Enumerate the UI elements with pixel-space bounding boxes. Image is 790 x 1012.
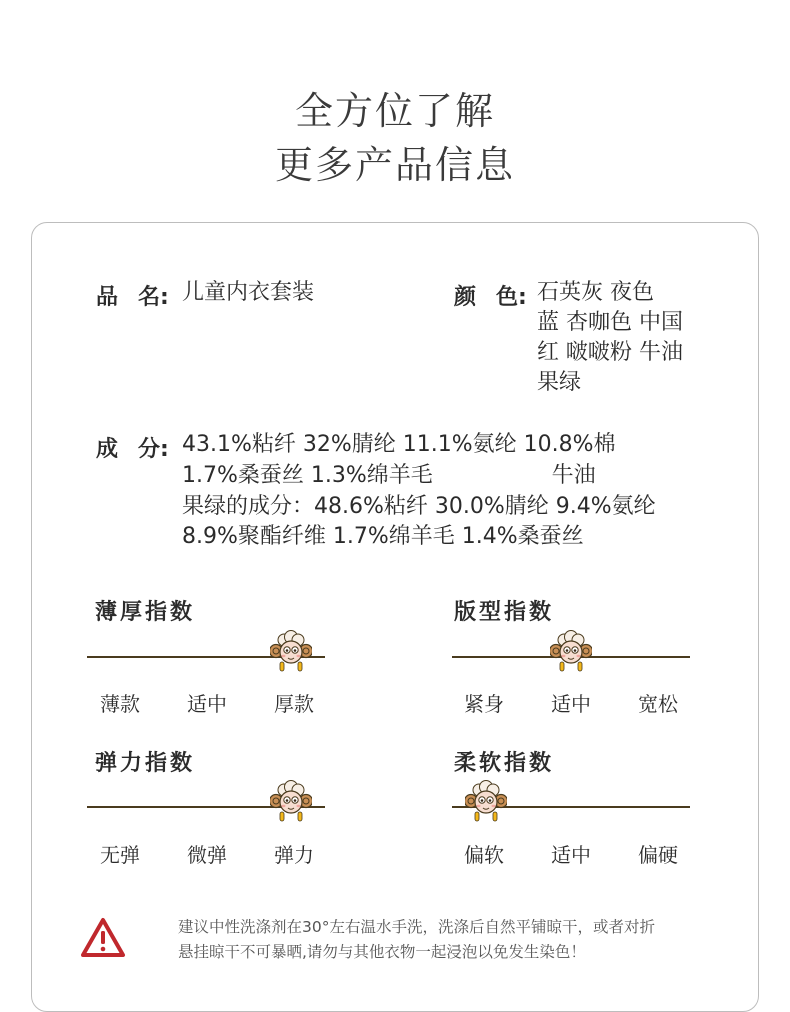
color-value-line-1: 石英灰 夜色: [537, 280, 654, 305]
softness-label-high: 偏硬: [638, 843, 678, 867]
elasticity-label-mid: 微弹: [187, 843, 227, 867]
care-note-line-1: 建议中性洗涤剂在30°左右温水手洗，洗涤后自然平铺晾干，或者对折: [178, 918, 655, 936]
warning-icon: [80, 917, 126, 959]
elasticity-level-marker: [270, 780, 312, 824]
composition-line-2: 1.7%桑蚕丝 1.3%绵羊毛 牛油: [182, 463, 596, 488]
elasticity-index-title: 弹力指数: [95, 751, 196, 776]
softness-label-low: 偏软: [464, 843, 504, 867]
composition-label: 成 分:: [96, 437, 169, 462]
composition-line-4: 8.9%聚酯纤维 1.7%绵羊毛 1.4%桑蚕丝: [182, 524, 584, 549]
elasticity-label-low: 无弹: [100, 843, 140, 867]
composition-line-3: 果绿的成分：48.6%粘纤 30.0%腈纶 9.4%氨纶: [182, 494, 656, 519]
softness-index-title: 柔软指数: [454, 751, 555, 776]
care-note-line-2: 悬挂晾干不可暴晒,请勿与其他衣物一起浸泡以免发生染色！: [178, 943, 586, 961]
thickness-index-title: 薄厚指数: [95, 600, 196, 625]
color-value-line-2: 蓝 杏咖色 中国: [537, 310, 683, 335]
name-value: 儿童内衣套装: [182, 280, 315, 305]
thickness-level-marker: [270, 630, 312, 674]
header-line-2: 更多产品信息: [274, 143, 515, 187]
color-value-line-3: 红 啵啵粉 牛油: [537, 340, 683, 365]
color-label: 颜 色:: [454, 285, 527, 310]
fit-level-marker: [550, 630, 592, 674]
thickness-label-high: 厚款: [274, 692, 314, 716]
thickness-label-mid: 适中: [187, 692, 227, 716]
fit-label-mid: 适中: [551, 692, 591, 716]
softness-level-marker: [465, 780, 507, 824]
header-line-1: 全方位了解: [294, 89, 495, 133]
softness-label-mid: 适中: [551, 843, 591, 867]
color-value-line-4: 果绿: [537, 370, 582, 395]
fit-index-title: 版型指数: [454, 600, 555, 625]
fit-label-high: 宽松: [638, 692, 678, 716]
elasticity-label-high: 弹力: [274, 843, 314, 867]
name-label: 品 名:: [96, 285, 169, 310]
thickness-label-low: 薄款: [100, 692, 140, 716]
composition-line-1: 43.1%粘纤 32%腈纶 11.1%氨纶 10.8%棉: [182, 432, 616, 457]
fit-label-low: 紧身: [464, 692, 504, 716]
